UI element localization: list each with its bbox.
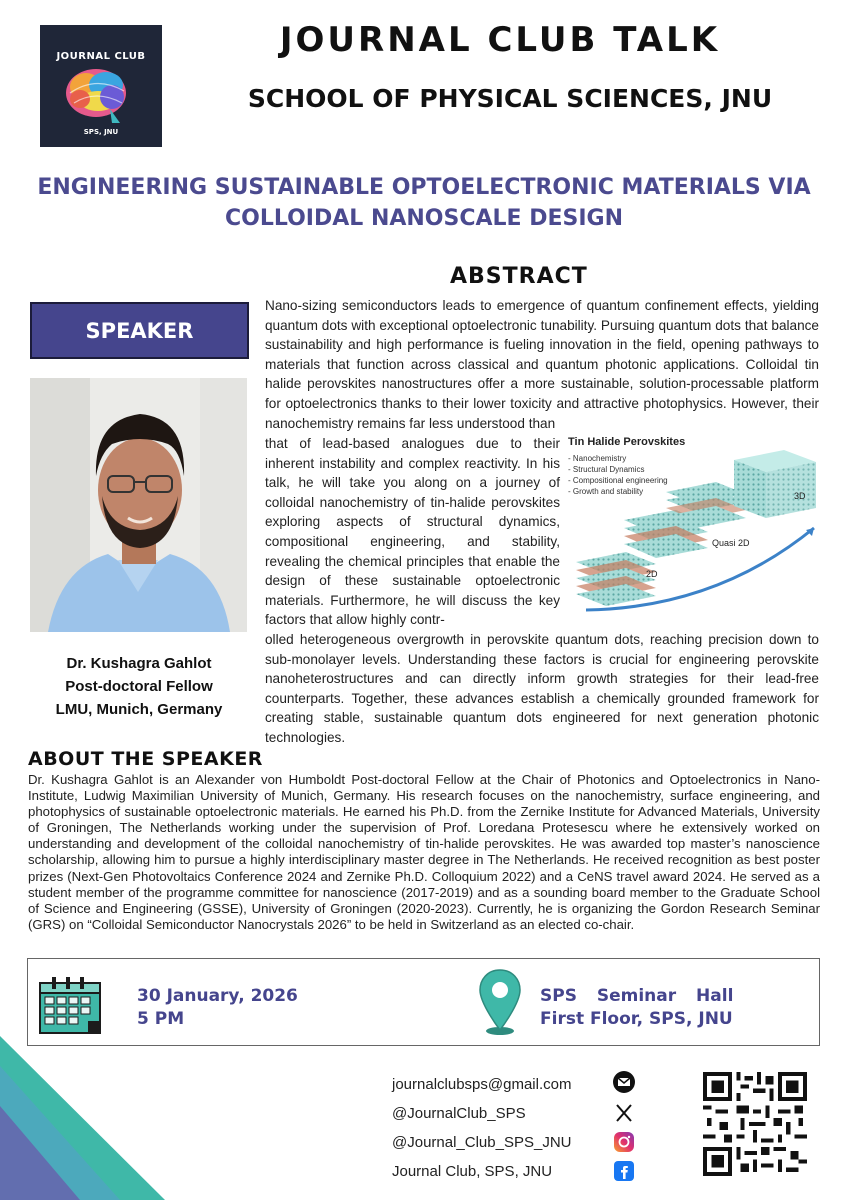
talk-title-line2: COLLOIDAL NANOSCALE DESIGN: [224, 206, 624, 231]
venue-line2: First Floor, SPS, JNU: [540, 1009, 733, 1029]
page-subtitle: SCHOOL OF PHYSICAL SCIENCES, JNU: [247, 84, 773, 113]
journal-club-logo: [40, 25, 162, 147]
contact-instagram-handle[interactable]: @Journal_Club_SPS_JNU: [392, 1134, 572, 1151]
event-time: 5 PM: [137, 1009, 185, 1029]
event-date: 30 January, 2026: [137, 986, 298, 1006]
speaker-position: Post-doctoral Fellow: [65, 678, 213, 695]
facebook-icon[interactable]: [612, 1159, 636, 1183]
x-logo-icon[interactable]: [612, 1101, 636, 1125]
abstract-text-part1: Nano-sizing semiconductors leads to emergence of quantum confinement effects, yielding quantum dots with exceptional optoelectronic tunability. Pursuing quantum dots that balance sustainability and high performance is fueling innovation in the field, opening pathways to materials that function across classical and quantum photonic applications. Colloidal tin halide perovskites nanostructures offer a more sustainable, solution-processable platform for optoelectronics thanks to their lower toxicity and attractive photophysics. However, their nanochemistry remains far less understood than: [265, 298, 819, 431]
figure-item: - Nanochemistry: [568, 454, 627, 463]
contact-email[interactable]: journalclubsps@gmail.com: [392, 1076, 572, 1093]
speaker-label-box: [30, 302, 249, 359]
logo-text-top: JOURNAL CLUB: [56, 51, 146, 62]
instagram-icon[interactable]: [612, 1130, 636, 1154]
page-title: JOURNAL CLUB TALK: [279, 20, 721, 60]
abstract-text-part2: that of lead-based analogues due to their inherent instability and complex reactivity. In his talk, he will take you along on a journey of colloidal nanochemistry of tin-halide perovskites exploring aspects of structural dynamics, compositional engineering, and stability, revealing the chemical principles that enable the design of these sustainable optoelectronic materials. Furthermore, he will discuss the key factors that allow highly contr-: [265, 436, 560, 628]
location-pin-icon: [478, 968, 522, 1036]
email-icon[interactable]: [612, 1070, 636, 1094]
about-text: Dr. Kushagra Gahlot is an Alexander von Humboldt Post-doctoral Fellow at the Chair of Photonics and Optoelectronics in Nano-Institute, Ludwig Maximilian University of Munich, Germany. His research focuses on the nanochemistry, surface engineering, and photophysics of sustainable optoelectronic materials. He earned his Ph.D. from the Zernike Institute for Advanced Materials, University of Groningen, The Netherlands working under the supervision of Prof. Loredana Protesescu where he extensively worked on understanding and development of the colloidal nanochemistry of tin-halide perovskites. He was awarded top master’s nanoscience scholarship, allowing him to pursue a highly interdisciplinary master degree in The Netherlands. He received recognition as best poster prizes (Next-Gen Photovoltaics Conference 2024 and Zernike Ph.D. Colloquium 2022) and a CeNS travel award 2024. He served as a student member of the programme committee for nanoscience (2017-2019) and as a sounding board member to the Graduate School of Science and Engineering (GSSE), University of Groningen (2020-2023). Currently, he is organizing the Gordon Research Seminar (GRS) on “Colloidal Semiconductor Nanocrystals 2026” to be held in Switzerland as an elected co-chair.: [28, 772, 820, 932]
speaker-label: SPEAKER: [85, 318, 194, 343]
event-venue: [540, 985, 733, 1031]
abstract-text-part3: olled heterogeneous overgrowth in perovskite quantum dots, reaching precision down to sub-monolayer levels. Understanding these factors is crucial for engineering perovskite nanoheterostructures and can directly inform growth strategies for their lead-free counterparts. Together, these advances establish a chemically grounded framework for creating stable, sustainable quantum dots engineered for next generation photonic technologies.: [265, 632, 819, 745]
speaker-info: [30, 652, 248, 721]
contact-facebook-page[interactable]: Journal Club, SPS, JNU: [392, 1163, 553, 1180]
venue-line1: SPS Seminar Hall: [540, 986, 734, 1006]
figure-item: - Compositional engineering: [568, 476, 668, 485]
talk-title-line1: ENGINEERING SUSTAINABLE OPTOELECTRONIC MATERIALS VIA: [37, 175, 811, 200]
calendar-icon: [38, 975, 106, 1037]
contact-x-handle[interactable]: @JournalClub_SPS: [392, 1105, 526, 1122]
perovskite-figure: [566, 432, 821, 617]
speaker-photo: [30, 378, 247, 632]
speaker-name: Dr. Kushagra Gahlot: [66, 655, 212, 672]
corner-decoration: [0, 1036, 170, 1200]
figure-item: - Structural Dynamics: [568, 465, 645, 474]
about-heading: ABOUT THE SPEAKER: [28, 748, 263, 770]
event-date-time: [137, 985, 298, 1031]
abstract-heading: ABSTRACT: [450, 264, 588, 289]
speaker-affiliation: LMU, Munich, Germany: [55, 701, 223, 718]
qr-code[interactable]: [703, 1072, 807, 1176]
figure-label-3d: 3D: [794, 491, 806, 501]
talk-title: [20, 172, 828, 234]
figure-item: - Growth and stability: [568, 487, 644, 496]
figure-label-2d: 2D: [646, 569, 658, 579]
figure-title: Tin Halide Perovskites: [568, 436, 686, 448]
logo-text-bottom: SPS, JNU: [83, 128, 119, 136]
figure-label-quasi2d: Quasi 2D: [712, 538, 750, 548]
